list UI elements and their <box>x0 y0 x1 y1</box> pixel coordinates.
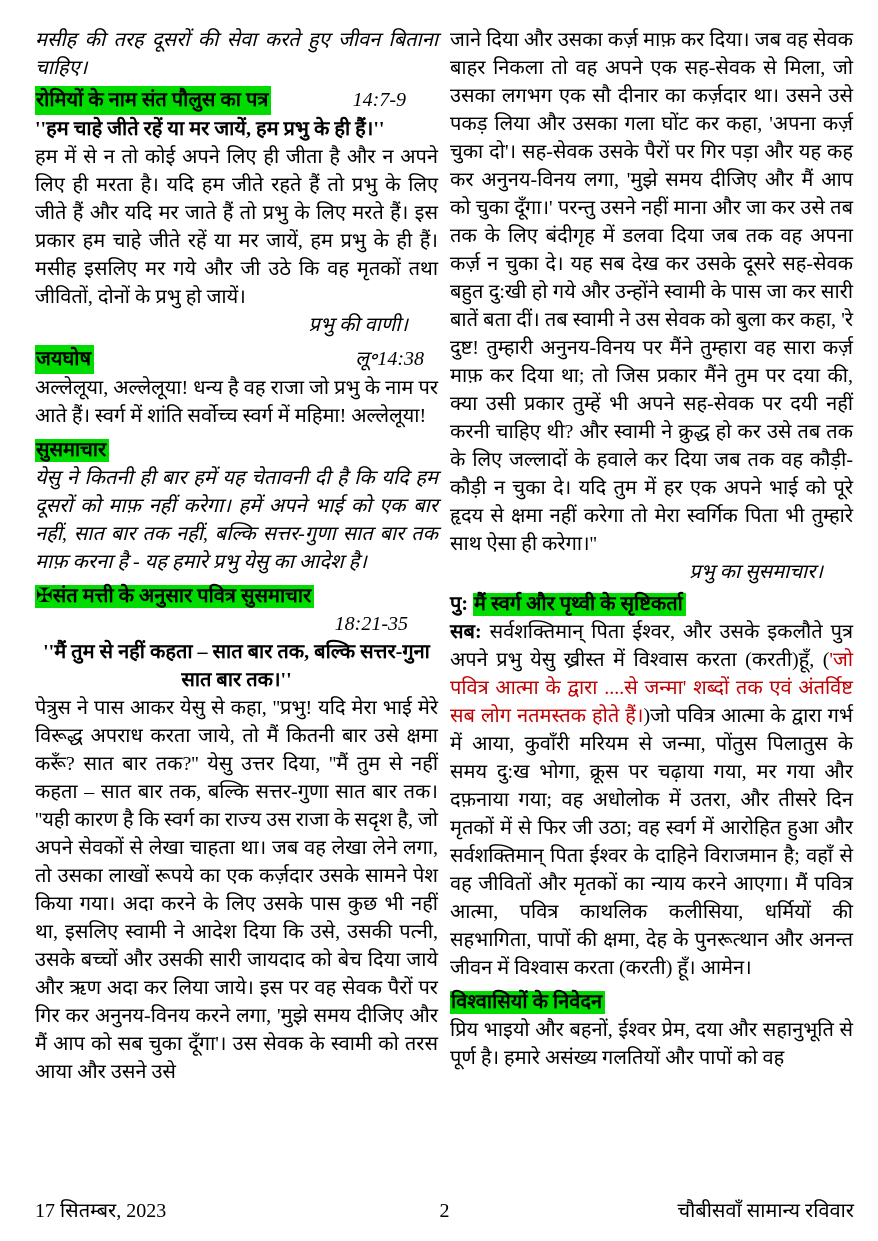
gospel-closing: प्रभु का सुसमाचार। <box>689 561 823 583</box>
footer-date: 17 सितम्बर, 2023 <box>35 1200 167 1222</box>
intercessions-heading-row <box>450 988 853 1016</box>
footer-sunday-title: चौबीसवाँ सामान्य रविवार <box>677 1200 854 1222</box>
gospel-notice-body: येसु ने कितनी ही बार हमें यह चेतावनी दी है कि यदि हम दूसरों को माफ़ नहीं करेगा। हमें अपने भाई को एक बार नहीं, सात बार तक नहीं, बल्कि सत्तर-गुणा सात बार तक माफ़ करना है - यह हमारे प्रभु येसु का आदेश है। <box>35 467 438 573</box>
right-column <box>450 26 853 1086</box>
creed-text-part2: )जो पवित्र आत्मा के द्वारा गर्भ में आया, कुवाँरी मरियम से जन्मा, पोंतुस पिलातुस के समय दु:ख भोगा, क्रूस पर चढ़ाया गया, मर गया और दफ़नाया गया; वह अधोलोक में उतरा, और तीसरे दिन मृतकों में से फिर जी उठा; वह स्वर्ग में आरोहित हुआ और सर्वशक्तिमान् पिता ईश्वर के दाहिने विराजमान है; वहाँ से वह जीवितों और मृतकों का न्याय करने आएगा। मैं पवित्र आत्मा, पवित्र काथलिक कलीसिया, धर्मियों की सहभागिता, पापों की क्षमा, देह के पुनरूत्थान और अनन्त जीवन में विश्वास करता (करती) हूँ। आमेन। <box>450 705 853 979</box>
page-footer <box>35 1197 854 1225</box>
intercessions-heading: विश्वासियों के निवेदन <box>450 991 605 1014</box>
creed-rubric-red: 'जो पवित्र आत्मा के द्वारा ....से जन्मा' शब्दों तक एवं अंतर्विष्ट सब लोग नतमस्तक होते हैं। <box>450 649 853 727</box>
gospel-notice-heading-row <box>35 436 438 464</box>
gospel-body-continued: जाने दिया और उसका कर्ज़ माफ़ कर दिया। जब वह सेवक बाहर निकला तो वह अपने एक सह-सेवक से मिला, जो उसका लगभग एक सौ दीनार का कर्ज़दार था। उसने उसे पकड़ लिया और उसका गला घोंट कर कहा, 'अपना कर्ज़ चुका दो'। सह-सेवक उसके पैरों पर गिर पड़ा और यह कह कर अनुनय-विनय लगा, 'मुझे समय दीजिए और मैं आप को चुका दूँगा।' परन्तु उसने नहीं माना और जा कर उसे तब तक के लिए बंदीगृह में डलवा दिया जब तक वह अपना कर्ज़ न चुका दे। यह सब देख कर उसके दूसरे सह-सेवक बहुत दु:खी हो गये और उन्होंने स्वामी के पास जा कर सारी बातें बता दीं। तब स्वामी ने उस सेवक को बुला कर कहा, 'रे दुष्ट! तुम्हारी अनुनय-विनय पर मैंने तुम्हारा वह सारा कर्ज़ माफ़ कर दिया था; तो जिस प्रकार मैंने तुम पर दया की, क्या उसी प्रकार तुम्हें भी अपने सह-सेवक पर दयी नहीं करनी चाहिए थी? और स्वामी ने क्रुद्ध हो कर उसे तब तक के लिए जल्लादों के हवाले कर दिया जब तक वह कौड़ी-कौड़ी न चुका दे। यदि तुम में हर एक अपने भाई को पूरे हृदय से क्षमा नहीं करेगा तो मेरा स्वर्गिक पिता भी तुम्हारे साथ ऐसा ही करेगा।'' <box>450 29 853 555</box>
gospel-heading <box>35 585 314 608</box>
creed-all-paragraph <box>450 618 853 982</box>
creed-text-part1: सर्वशक्तिमान् पिता ईश्वर, और उसके इकलौते पुत्र अपने प्रभु येसु ख्रीस्त में विश्वास करता (करती)हूँ, ( <box>450 621 853 671</box>
creed-all-label: सब: <box>450 621 482 643</box>
intercessions-body: प्रिय भाइयो और बहनों, ईश्वर प्रेम, दया और सहानुभूति से पूर्ण है। हमारे असंख्य गलतियों और पापों को वह <box>450 1019 853 1069</box>
reading1-body: हम में से न तो कोई अपने लिए ही जीता है और न अपने लिए ही मरता है। यदि हम जीते रहते हैं तो प्रभु के लिए जीते हैं और यदि मर जाते हैं तो प्रभु के लिए मरते हैं। इस प्रकार हम चाहे जीते रहें या मर जायें, हम प्रभु के ही हैं। मसीह इसलिए मर गये और जी उठे कि वह मृतकों तथा जीवितों, दोनों के प्रभु हो जायें। <box>35 146 438 308</box>
gospel-heading-text: संत मत्ती के अनुसार पवित्र सुसमाचार <box>52 585 312 607</box>
gospel-quote: ''मैं तुम से नहीं कहता – सात बार तक, बल्कि सत्तर-गुना सात बार तक।'' <box>43 641 430 691</box>
footer-page-number: 2 <box>439 1200 450 1222</box>
reading1-quote: ''हम चाहे जीते रहें या मर जायें, हम प्रभु के ही हैं।'' <box>35 118 385 140</box>
gospel-heading-row <box>35 582 438 610</box>
jayghosh-body: अल्लेलूया, अल्लेलूया! धन्य है वह राजा जो प्रभु के नाम पर आते हैं। स्वर्ग में शांति सर्वोच्च स्वर्ग में महिमा! अल्लेलूया! <box>35 377 438 427</box>
reading1-heading: रोमियों के नाम संत पौलुस का पत्र <box>35 86 271 115</box>
gospel-body: पेत्रुस ने पास आकर येसु से कहा, ''प्रभु! यदि मेरा भाई मेरे विरूद्ध अपराध करता जाये, तो मैं कितनी बार उसे क्षमा करूँ? सात बार तक?'' येसु उत्तर दिया, ''मैं तुम से नहीं कहता – सात बार तक, बल्कि सत्तर-गुणा सात बार तक। ''यही कारण है कि स्वर्ग का राज्य उस राजा के सदृश है, जो अपने सेवकों से लेखा चाहता था। जब वह लेखा लेने लगा, तो उसका लाखों रूपये का एक कर्ज़दार उसके सामने पेश किया गया। अदा करने के लिए उसके पास कुछ भी नहीं था, इसलिए स्वामी ने आदेश दिया कि उसे, उसकी पत्नी, उसके बच्चों और उसकी सारी जायदाद को बेच दिया जाये और ऋण अदा कर लिया जाये। इस पर वह सेवक पैरों पर गिर कर अनुनय-विनय करने लगा, 'मुझे समय दीजिए और मैं आप को सब चुका दूँगा'। उस सेवक के स्वामी को तरस आया और उसने उसे <box>35 697 438 1083</box>
jayghosh-heading-row <box>35 345 438 374</box>
creed-leader-line <box>450 590 853 618</box>
reading1-heading-row <box>35 86 438 115</box>
jayghosh-heading: जयघोष <box>35 345 94 374</box>
gospel-reference: 18:21-35 <box>334 613 408 635</box>
intro-text: मसीह की तरह दूसरों की सेवा करते हुए जीवन बिताना चाहिए। <box>35 29 438 79</box>
creed-leader-text: मैं स्वर्ग और पृथ्वी के सृष्टिकर्ता <box>473 593 686 616</box>
gospel-notice-heading: सुसमाचार <box>35 439 109 462</box>
reading1-closing: प्रभु की वाणी। <box>308 314 408 336</box>
left-column <box>35 26 438 1086</box>
creed-leader-label: पु: <box>450 593 469 615</box>
jayghosh-reference: लू॰14:38 <box>355 348 424 370</box>
cross-icon: ✠ <box>36 585 53 607</box>
reading1-reference: 14:7-9 <box>352 89 406 111</box>
two-column-layout <box>35 26 854 1086</box>
